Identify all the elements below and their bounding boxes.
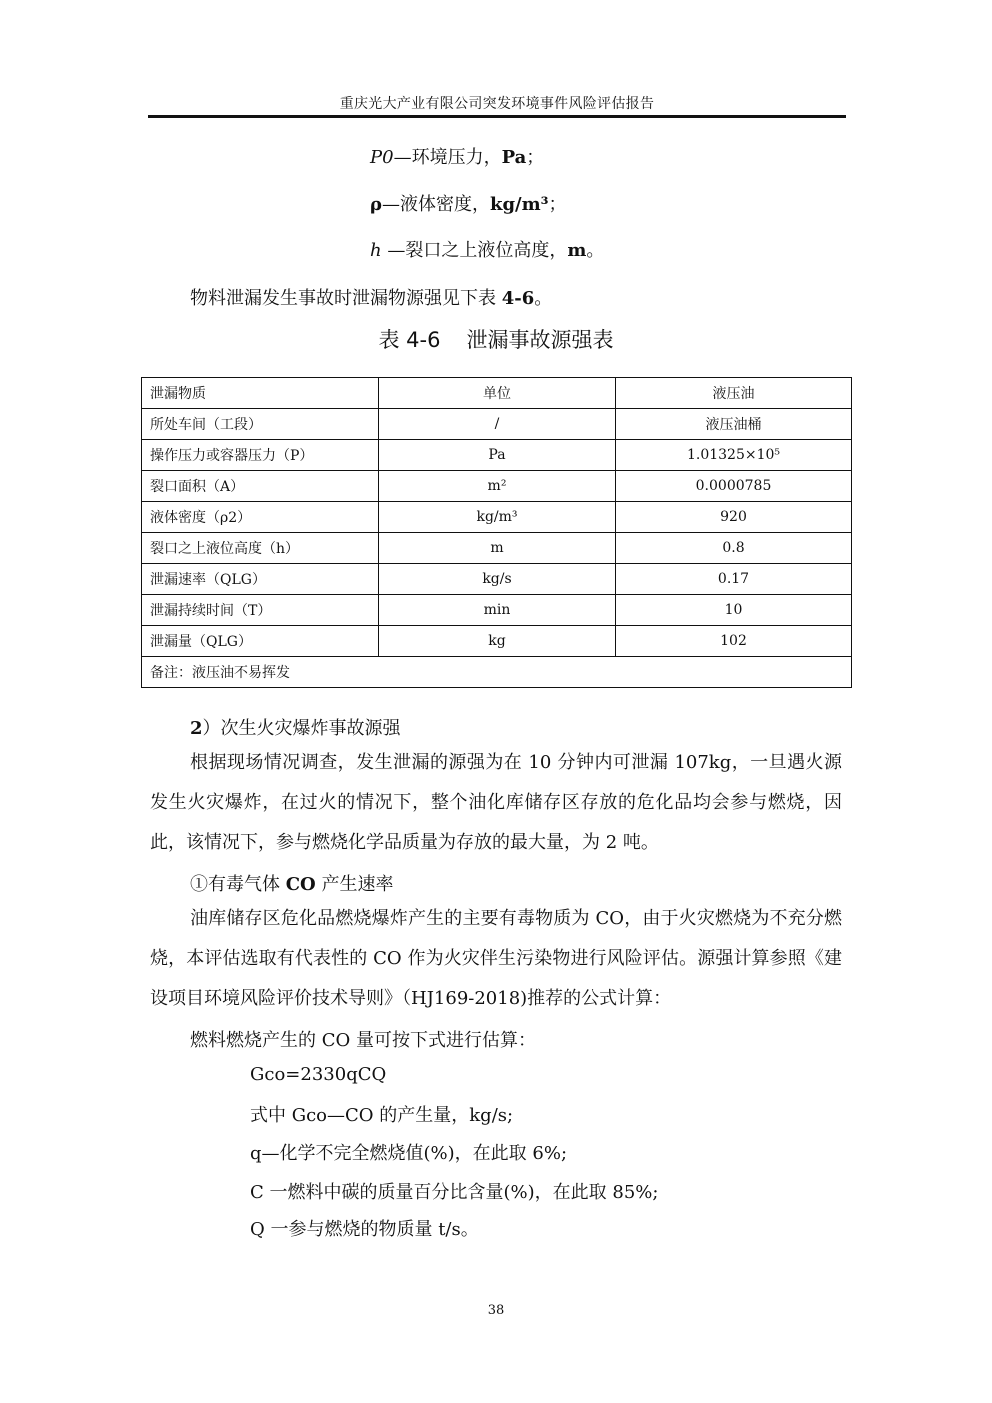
table-cell-item: 裂口面积（A） xyxy=(142,471,379,502)
definition-rho xyxy=(370,190,567,216)
header-divider xyxy=(148,115,846,118)
intro-punct: 。 xyxy=(534,288,553,309)
table-cell-item: 泄漏物质 xyxy=(142,378,379,409)
table-cell-item: 泄漏持续时间（T） xyxy=(142,595,379,626)
table-cell-unit: m² xyxy=(379,471,616,502)
table-cell-unit: Pa xyxy=(379,440,616,471)
formula-var-q: q—化学不完全燃烧值(%)，在此取 6%; xyxy=(250,1143,568,1164)
table-cell-item: 裂口之上液位高度（h） xyxy=(142,533,379,564)
table-row xyxy=(142,409,852,440)
subsection-marker: ①有毒气体 xyxy=(190,874,286,895)
page-header: 重庆光大产业有限公司突发环境事件风险评估报告 xyxy=(339,96,655,112)
table-cell-value: 1.01325×10⁵ xyxy=(616,440,852,471)
co-paragraph: 油库储存区危化品燃烧爆炸产生的主要有毒物质为 CO，由于火灾燃烧为不充分燃烧，本评估选取有代表性的 CO 作为火灾伴生污染物进行风险评估。源强计算参照《建设项目环境风险评价技术导则》（HJ169-2018)推荐的公式计算： xyxy=(150,908,842,1009)
table-row xyxy=(142,533,852,564)
symbol-rho: ρ xyxy=(370,194,382,215)
table-cell-value: 10 xyxy=(616,595,852,626)
definition-unit: Pa xyxy=(501,147,527,168)
table-cell-item: 泄漏速率（QLG） xyxy=(142,564,379,595)
definition-text: —液体密度， xyxy=(381,194,490,215)
table-cell-unit: m xyxy=(379,533,616,564)
formula-var-c: C 一燃料中碳的质量百分比含量(%)，在此取 85%; xyxy=(250,1182,659,1203)
definition-text: —环境压力， xyxy=(393,147,502,168)
page-number: 38 xyxy=(487,1303,505,1318)
definition-punct: ； xyxy=(526,147,545,168)
table-row xyxy=(142,595,852,626)
table-row xyxy=(142,626,852,657)
section-2-paragraph: 根据现场情况调查，发生泄漏的源强为在 10 分钟内可泄漏 107kg，一旦遇火源发生火灾爆炸，在过火的情况下，整个油化库储存区存放的危化品均会参与燃烧，因此，该情况下，参与燃烧化学品质量为存放的最大量，为 2 吨。 xyxy=(150,752,842,853)
definition-punct: 。 xyxy=(586,240,605,261)
section-title: ）次生火灾爆炸事故源强 xyxy=(202,718,401,739)
definition-p0 xyxy=(370,143,544,169)
symbol-h: h xyxy=(370,240,382,261)
table-cell-item: 所处车间（工段） xyxy=(142,409,379,440)
table-row xyxy=(142,502,852,533)
formula-var-qt: Q 一参与燃烧的物质量 t/s。 xyxy=(250,1219,479,1240)
table-cell-unit: / xyxy=(379,409,616,440)
table-cell-item: 液体密度（ρ2） xyxy=(142,502,379,533)
table-ref: 4-6 xyxy=(501,288,535,309)
table-title: 泄漏事故源强表 xyxy=(466,328,614,352)
table-row xyxy=(142,471,852,502)
definition-h xyxy=(370,236,604,262)
table-cell-value: 液压油桶 xyxy=(616,409,852,440)
table-number: 表 4-6 xyxy=(378,328,441,352)
table-cell-value: 液压油 xyxy=(616,378,852,409)
table-cell-unit: kg xyxy=(379,626,616,657)
table-cell-value: 0.17 xyxy=(616,564,852,595)
subsection-co: CO xyxy=(285,874,316,895)
leak-source-table xyxy=(141,377,852,688)
subsection-heading xyxy=(190,870,393,896)
table-cell-unit: kg/s xyxy=(379,564,616,595)
subsection-title: 产生速率 xyxy=(315,874,394,895)
intro-text: 物料泄漏发生事故时泄漏物源强见下表 xyxy=(190,288,502,309)
table-note-row xyxy=(142,657,852,688)
table-cell-item: 泄漏量（QLG） xyxy=(142,626,379,657)
table-intro xyxy=(190,284,552,310)
section-number: 2 xyxy=(190,718,203,739)
formula-var-gco: 式中 Gco—CO 的产生量，kg/s; xyxy=(250,1105,514,1126)
table-cell-value: 102 xyxy=(616,626,852,657)
table-cell-unit: kg/m³ xyxy=(379,502,616,533)
estimate-line: 燃料燃烧产生的 CO 量可按下式进行估算： xyxy=(190,1030,536,1051)
table-row xyxy=(142,378,852,409)
table-cell-value: 920 xyxy=(616,502,852,533)
table-row xyxy=(142,564,852,595)
table-cell-value: 0.0000785 xyxy=(616,471,852,502)
table-cell-unit: min xyxy=(379,595,616,626)
table-cell-value: 0.8 xyxy=(616,533,852,564)
definition-punct: ； xyxy=(548,194,567,215)
formula-equation: Gco=2330qCQ xyxy=(250,1064,387,1085)
definition-text: —裂口之上液位高度， xyxy=(381,240,568,261)
table-cell-item: 操作压力或容器压力（P） xyxy=(142,440,379,471)
definition-unit: kg/m³ xyxy=(489,194,549,215)
table-row xyxy=(142,440,852,471)
symbol-p0: P0 xyxy=(370,147,394,168)
section-2-heading xyxy=(190,714,401,740)
table-caption xyxy=(150,324,842,354)
table-cell-unit: 单位 xyxy=(379,378,616,409)
table-note: 备注：液压油不易挥发 xyxy=(142,657,852,688)
definition-unit: m xyxy=(567,240,587,261)
